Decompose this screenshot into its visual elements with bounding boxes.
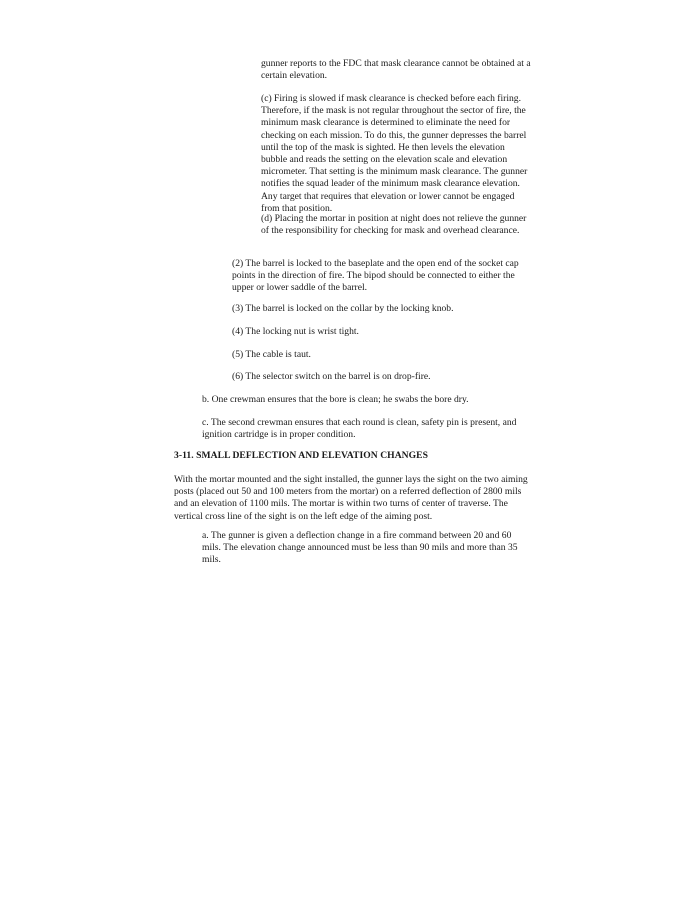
- list-item-4-locking-nut: (4) The locking nut is wrist tight.: [232, 326, 359, 337]
- section-intro-paragraph: With the mortar mounted and the sight installed, the gunner lays the sight on the two aiming posts (placed out 50 and 100 meters from the mortar) on a referred deflection of 2800 mils and an elevation of 1100 mils. The mortar is within two turns of center of traverse. The vertical cross line of the sight is on the left edge of the aiming post.: [174, 474, 528, 522]
- paragraph-c-firing: (c) Firing is slowed if mask clearance is checked before each firing. Therefore, if the mask is not regular throughout the sector of fire, the minimum mask clearance is determined to eliminate the need for checking on each mission. To do this, the gunner depresses the barrel until the top of the mask is sighted. He then levels the elevation bubble and reads the setting on the elevation scale and elevation micrometer. That setting is the minimum mask clearance. The gunner notifies the squad leader of the minimum mask clearance elevation. Any target that requires that elevation or lower cannot be engaged from that position.: [261, 93, 528, 214]
- list-item-a-deflection: a. The gunner is given a deflection change in a fire command between 20 and 60 mils. The elevation change announced must be less than 90 mils and more than 35 mils.: [202, 530, 518, 566]
- list-item-b-bore: b. One crewman ensures that the bore is clean; he swabs the bore dry.: [202, 394, 469, 405]
- paragraph-d-night: (d) Placing the mortar in position at night does not relieve the gunner of the responsibility for checking for mask and overhead clearance.: [261, 213, 527, 237]
- list-item-2-barrel-locked: (2) The barrel is locked to the baseplate and the open end of the socket cap points in the direction of fire. The bipod should be connected to either the upper or lower saddle of the barrel.: [232, 258, 519, 294]
- section-heading: 3-11. SMALL DEFLECTION AND ELEVATION CHANGES: [174, 450, 428, 461]
- list-item-c-round: c. The second crewman ensures that each round is clean, safety pin is present, and ignition cartridge is in proper condition.: [202, 417, 517, 441]
- list-item-3-collar: (3) The barrel is locked on the collar by the locking knob.: [232, 303, 454, 314]
- list-item-6-selector-switch: (6) The selector switch on the barrel is on drop-fire.: [232, 371, 431, 382]
- paragraph-gunner-reports: gunner reports to the FDC that mask clearance cannot be obtained at a certain elevation.: [261, 58, 531, 82]
- list-item-5-cable: (5) The cable is taut.: [232, 349, 311, 360]
